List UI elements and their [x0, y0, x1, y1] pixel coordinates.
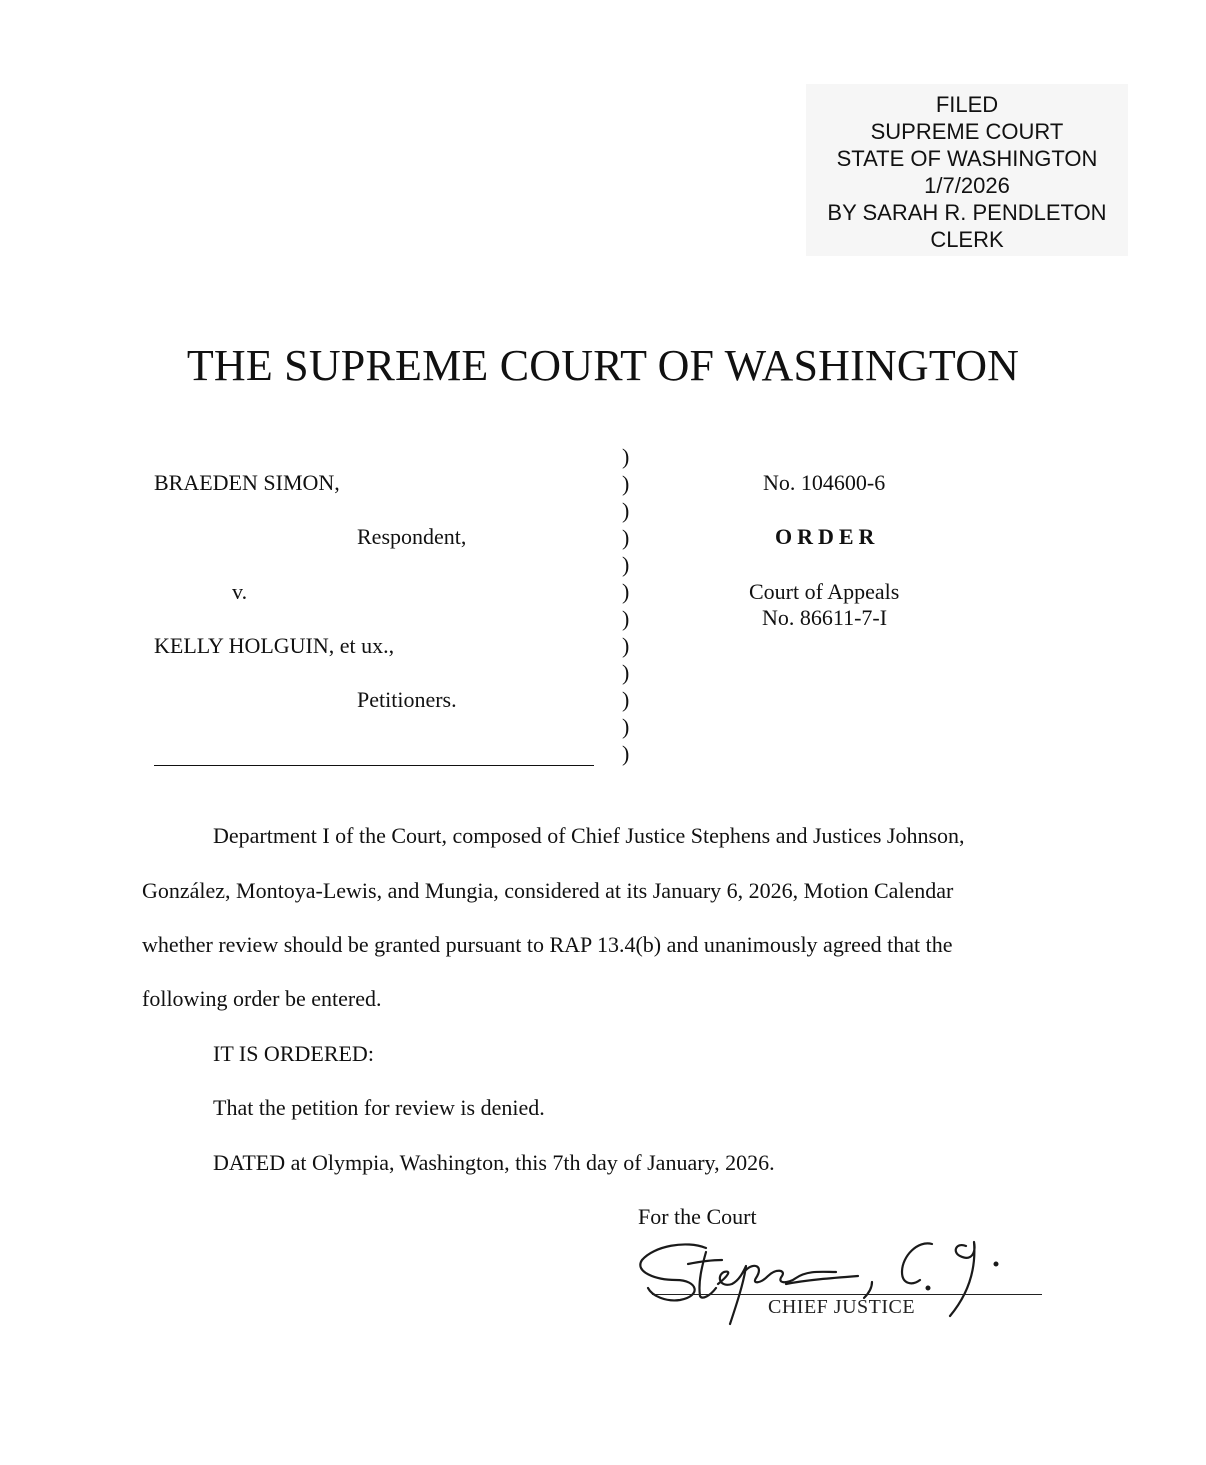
stamp-clerk-name: BY SARAH R. PENDLETON: [827, 200, 1107, 225]
filing-stamp: [806, 84, 1128, 256]
stamp-clerk-title: CLERK: [930, 227, 1004, 252]
caption-bracket: ): [622, 498, 630, 523]
party-respondent-name: BRAEDEN SIMON,: [154, 470, 340, 495]
body-paragraph-line: Department I of the Court, composed of Chief Justice Stephens and Justices Johnson,: [213, 823, 965, 848]
ordered-heading: IT IS ORDERED:: [213, 1041, 374, 1066]
body-paragraph-line: González, Montoya-Lewis, and Mungia, considered at its January 6, 2026, Motion Calendar: [142, 878, 954, 903]
stamp-state: STATE OF WASHINGTON: [836, 146, 1098, 171]
page-title: THE SUPREME COURT OF WASHINGTON: [186, 341, 1020, 390]
party-petitioner-role: Petitioners.: [357, 687, 457, 712]
caption-bracket: ): [622, 552, 630, 577]
caption-bracket: ): [622, 579, 630, 604]
document-type: ORDER: [775, 524, 880, 549]
body-paragraph-line: whether review should be granted pursuant to RAP 13.4(b) and unanimously agreed that the: [142, 932, 953, 957]
stamp-filed: FILED: [935, 92, 999, 117]
signature-block: [636, 1226, 1046, 1326]
caption-bracket-column: [622, 443, 629, 767]
versus-label: v.: [232, 579, 248, 604]
signature-line: [652, 1294, 1042, 1295]
party-respondent-role: Respondent,: [357, 524, 467, 549]
dated-line: DATED at Olympia, Washington, this 7th day of January, 2026.: [213, 1150, 775, 1175]
party-petitioner-name: KELLY HOLGUIN, et ux.,: [154, 633, 395, 658]
case-number: No. 104600-6: [763, 470, 886, 495]
caption-bracket: ): [622, 444, 630, 469]
caption-bracket: ): [622, 687, 630, 712]
appeals-case-number: No. 86611-7-I: [762, 605, 888, 630]
caption-divider: [154, 765, 594, 766]
chief-justice-label: CHIEF JUSTICE: [768, 1296, 916, 1318]
appeals-court-label: Court of Appeals: [749, 579, 900, 604]
caption-bracket: ): [622, 741, 630, 766]
for-the-court-label: For the Court: [638, 1204, 757, 1229]
caption-bracket: ): [622, 714, 630, 739]
body-paragraph-line: following order be entered.: [142, 986, 382, 1011]
stamp-court: SUPREME COURT: [870, 119, 1064, 144]
caption-bracket: ): [622, 606, 630, 631]
ruling-text: That the petition for review is denied.: [213, 1095, 545, 1120]
caption-bracket: ): [622, 633, 630, 658]
caption-bracket: ): [622, 660, 630, 685]
caption-bracket: ): [622, 471, 630, 496]
caption-bracket: ): [622, 525, 630, 550]
stamp-date: 1/7/2026: [924, 173, 1010, 198]
